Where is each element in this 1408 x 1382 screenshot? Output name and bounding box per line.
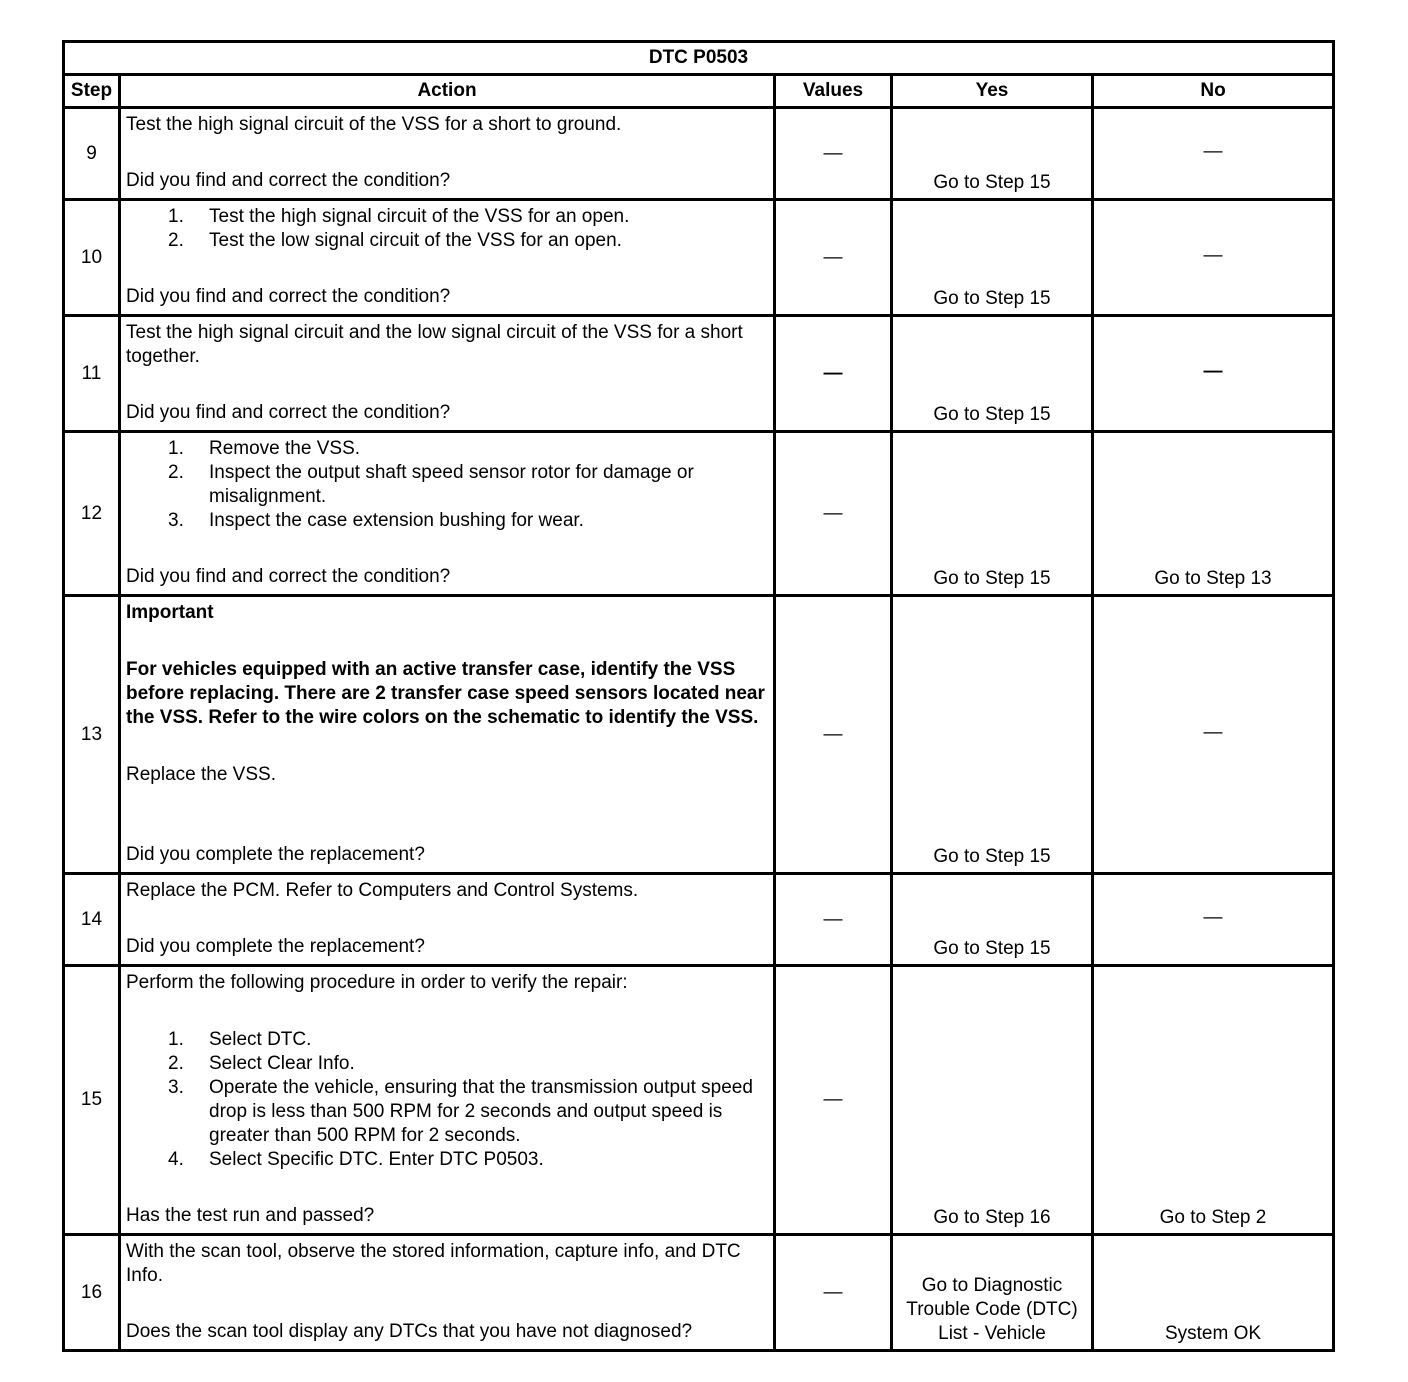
- yes-cell: Go to Step 15: [892, 432, 1093, 596]
- action-text: Replace the PCM. Refer to Computers and Control Systems.: [126, 880, 639, 901]
- values-cell: —: [775, 316, 892, 432]
- action-cell: [120, 316, 775, 432]
- action-question: Did you find and correct the condition?: [126, 170, 451, 191]
- action-cell: [120, 200, 775, 316]
- action-question: Did you complete the replacement?: [126, 936, 425, 957]
- table-row: [64, 432, 1334, 596]
- action-question: Did you find and correct the condition?: [126, 402, 451, 423]
- table-row: [64, 874, 1334, 966]
- list-item: 3. Inspect the case extension bushing for wear.: [168, 510, 584, 531]
- action-cell: [120, 874, 775, 966]
- header-values: Values: [775, 75, 892, 108]
- action-cell: [120, 966, 775, 1235]
- step-number: 14: [64, 874, 120, 966]
- action-cell: [120, 108, 775, 200]
- values-cell: —: [775, 596, 892, 874]
- step-number: 13: [64, 596, 120, 874]
- yes-cell: Go to Step 15: [892, 108, 1093, 200]
- header-step: Step: [64, 75, 120, 108]
- action-list: [126, 437, 768, 533]
- no-cell: —: [1093, 596, 1334, 874]
- no-cell: —: [1093, 316, 1334, 432]
- list-item: 1. Test the high signal circuit of the VSS for an open.: [168, 206, 630, 227]
- action-question: Did you find and correct the condition?: [126, 566, 451, 587]
- step-number: 16: [64, 1235, 120, 1351]
- no-cell: —: [1093, 108, 1334, 200]
- header-yes: Yes: [892, 75, 1093, 108]
- important-label: Important: [126, 602, 214, 623]
- values-cell: —: [775, 200, 892, 316]
- yes-cell: Go to Step 15: [892, 596, 1093, 874]
- action-question: Has the test run and passed?: [126, 1205, 375, 1226]
- step-number: 15: [64, 966, 120, 1235]
- header-no: No: [1093, 75, 1334, 108]
- action-question: Did you find and correct the condition?: [126, 286, 451, 307]
- step-number: 12: [64, 432, 120, 596]
- values-cell: —: [775, 1235, 892, 1351]
- table-row: [64, 108, 1334, 200]
- no-cell: —: [1093, 874, 1334, 966]
- action-text: Perform the following procedure in order to verify the repair:: [126, 972, 628, 993]
- list-item: 1. Remove the VSS.: [168, 438, 361, 459]
- important-text: For vehicles equipped with an active transfer case, identify the VSS before replacing. There are 2 transfer case speed sensors located near the VSS. Refer to the wire colors on the schematic to identify the VSS.: [126, 659, 765, 728]
- yes-cell: Go to Diagnostic Trouble Code (DTC) List - Vehicle: [892, 1235, 1093, 1351]
- list-item: 2. Select Clear Info.: [168, 1053, 355, 1074]
- table-row: [64, 596, 1334, 874]
- step-number: 11: [64, 316, 120, 432]
- action-text: Test the high signal circuit of the VSS for a short to ground.: [126, 114, 622, 135]
- action-cell: [120, 432, 775, 596]
- table-row: [64, 200, 1334, 316]
- action-list: [126, 205, 768, 253]
- list-item: 2. Inspect the output shaft speed sensor rotor for damage or misalignment.: [168, 462, 694, 507]
- header-action: Action: [120, 75, 775, 108]
- action-text: With the scan tool, observe the stored information, capture info, and DTC Info.: [126, 1241, 741, 1286]
- yes-cell: Go to Step 16: [892, 966, 1093, 1235]
- list-item: 1. Select DTC.: [168, 1029, 312, 1050]
- no-cell: System OK: [1093, 1235, 1334, 1351]
- action-text: Test the high signal circuit and the low signal circuit of the VSS for a short together.: [126, 322, 743, 367]
- action-list: [126, 1028, 768, 1172]
- values-cell: —: [775, 108, 892, 200]
- action-text: Replace the VSS.: [126, 764, 276, 785]
- yes-cell: Go to Step 15: [892, 874, 1093, 966]
- yes-cell: Go to Step 15: [892, 316, 1093, 432]
- yes-cell: Go to Step 15: [892, 200, 1093, 316]
- no-cell: Go to Step 2: [1093, 966, 1334, 1235]
- list-item: 3. Operate the vehicle, ensuring that the transmission output speed drop is less than 500 RPM for 2 seconds and output speed is greater than 500 RPM for 2 seconds.: [168, 1077, 753, 1146]
- values-cell: —: [775, 966, 892, 1235]
- list-item: 2. Test the low signal circuit of the VSS for an open.: [168, 230, 622, 251]
- step-number: 10: [64, 200, 120, 316]
- step-number: 9: [64, 108, 120, 200]
- no-cell: Go to Step 13: [1093, 432, 1334, 596]
- list-item: 4. Select Specific DTC. Enter DTC P0503.: [168, 1149, 544, 1170]
- values-cell: —: [775, 874, 892, 966]
- action-question: Did you complete the replacement?: [126, 844, 425, 865]
- table-row: [64, 966, 1334, 1235]
- action-cell: [120, 596, 775, 874]
- table-title: DTC P0503: [64, 42, 1334, 75]
- action-cell: [120, 1235, 775, 1351]
- action-question: Does the scan tool display any DTCs that you have not diagnosed?: [126, 1321, 693, 1342]
- values-cell: —: [775, 432, 892, 596]
- table-row: [64, 316, 1334, 432]
- no-cell: —: [1093, 200, 1334, 316]
- table-row: [64, 1235, 1334, 1351]
- dtc-table: [62, 40, 1335, 1352]
